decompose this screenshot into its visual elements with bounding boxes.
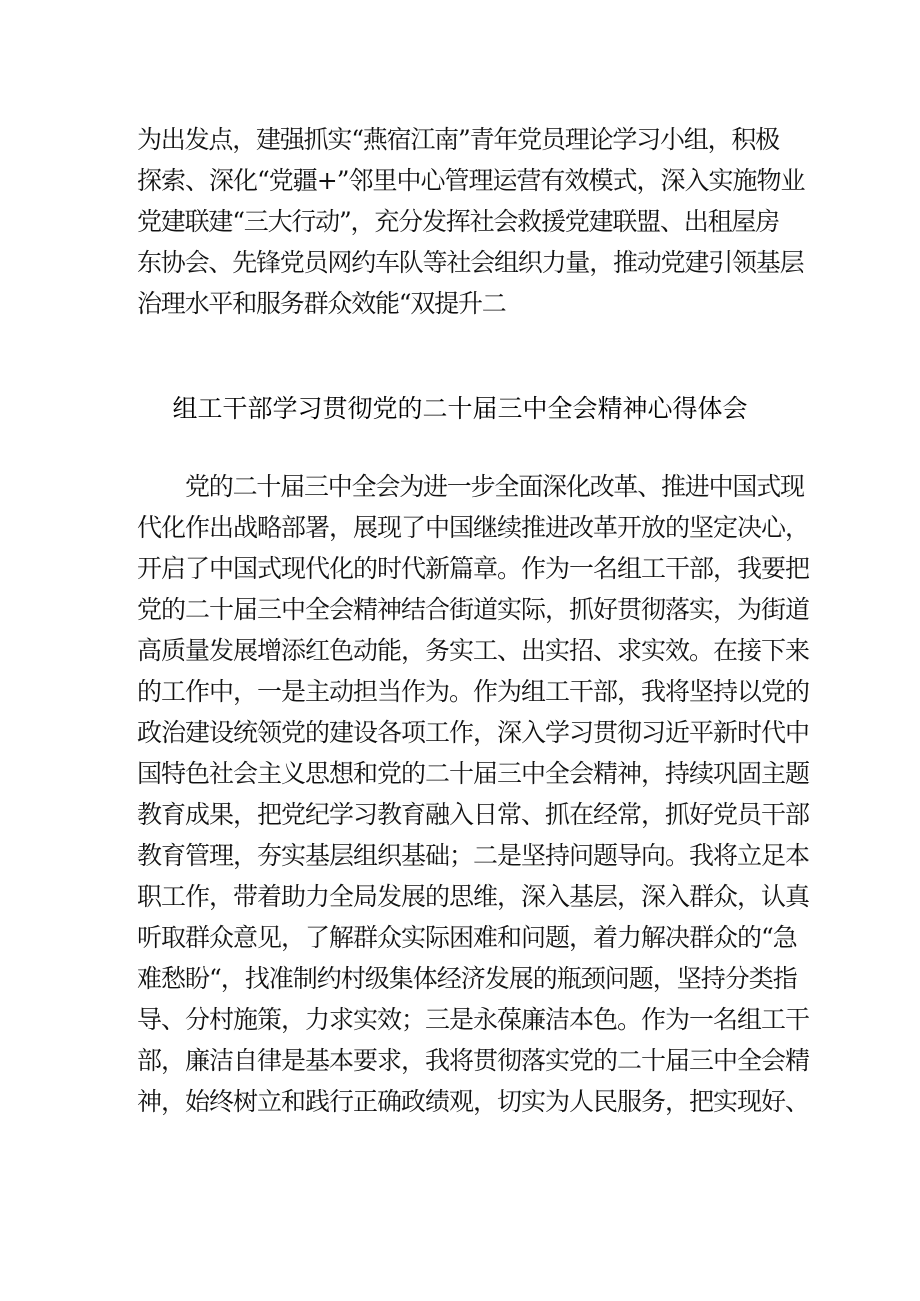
body-line: 代化作出战略部署，展现了中国继续推进改革开放的坚定决心， [137,513,810,542]
paragraph-line: 东协会、先锋党员网约车队等社会组织力量，推动党建引领基层 [137,248,804,277]
body-line: 听取群众意见，了解群众实际困难和问题，着力解决群众的“急 [137,923,797,952]
body-line: 职工作，带着助力全局发展的思维，深入基层，深入群众，认真 [137,882,810,911]
body-line: 教育管理，夯实基层组织基础；二是坚持问题导向。我将立足本 [137,841,810,870]
body-line: 开启了中国式现代化的时代新篇章。作为一名组工干部，我要把 [137,554,810,583]
body-line: 神，始终树立和践行正确政绩观，切实为人民服务，把实现好、 [137,1087,810,1116]
body-line: 国特色社会主义思想和党的二十届三中全会精神，持续巩固主题 [137,759,810,788]
paragraph-line: 探索、深化“党疆+”邻里中心管理运营有效模式，深入实施物业 [137,166,805,195]
body-line: 的工作中，一是主动担当作为。作为组工干部，我将坚持以党的 [137,677,810,706]
paragraph-line: 为出发点，建强抓实“燕宿江南”青年党员理论学习小组，积极 [137,125,779,154]
body-line: 党的二十届三中全会为进一步全面深化改革、推进中国式现 [185,472,804,501]
body-line: 导、分村施策，力求实效；三是永葆廉洁本色。作为一名组工干 [137,1005,810,1034]
body-line: 教育成果，把党纪学习教育融入日常、抓在经常，抓好党员干部 [137,800,810,829]
body-line: 部，廉洁自律是基本要求，我将贯彻落实党的二十届三中全会精 [137,1046,810,1075]
paragraph-line: 治理水平和服务群众效能“双提升二 [137,289,506,318]
body-line: 高质量发展增添红色动能，务实工、出实招、求实效。在接下来 [137,636,810,665]
article-title: 组工干部学习贯彻党的二十届三中全会精神心得体会 [172,394,748,423]
body-line: 党的二十届三中全会精神结合街道实际，抓好贯彻落实，为街道 [137,595,810,624]
body-line: 政治建设统领党的建设各项工作，深入学习贯彻习近平新时代中 [137,718,810,747]
paragraph-line: 党建联建“三大行动”，充分发挥社会救援党建联盟、出租屋房 [137,207,779,236]
body-line: 难愁盼“，找准制约村级集体经济发展的瓶颈问题，坚持分类指 [137,964,797,993]
